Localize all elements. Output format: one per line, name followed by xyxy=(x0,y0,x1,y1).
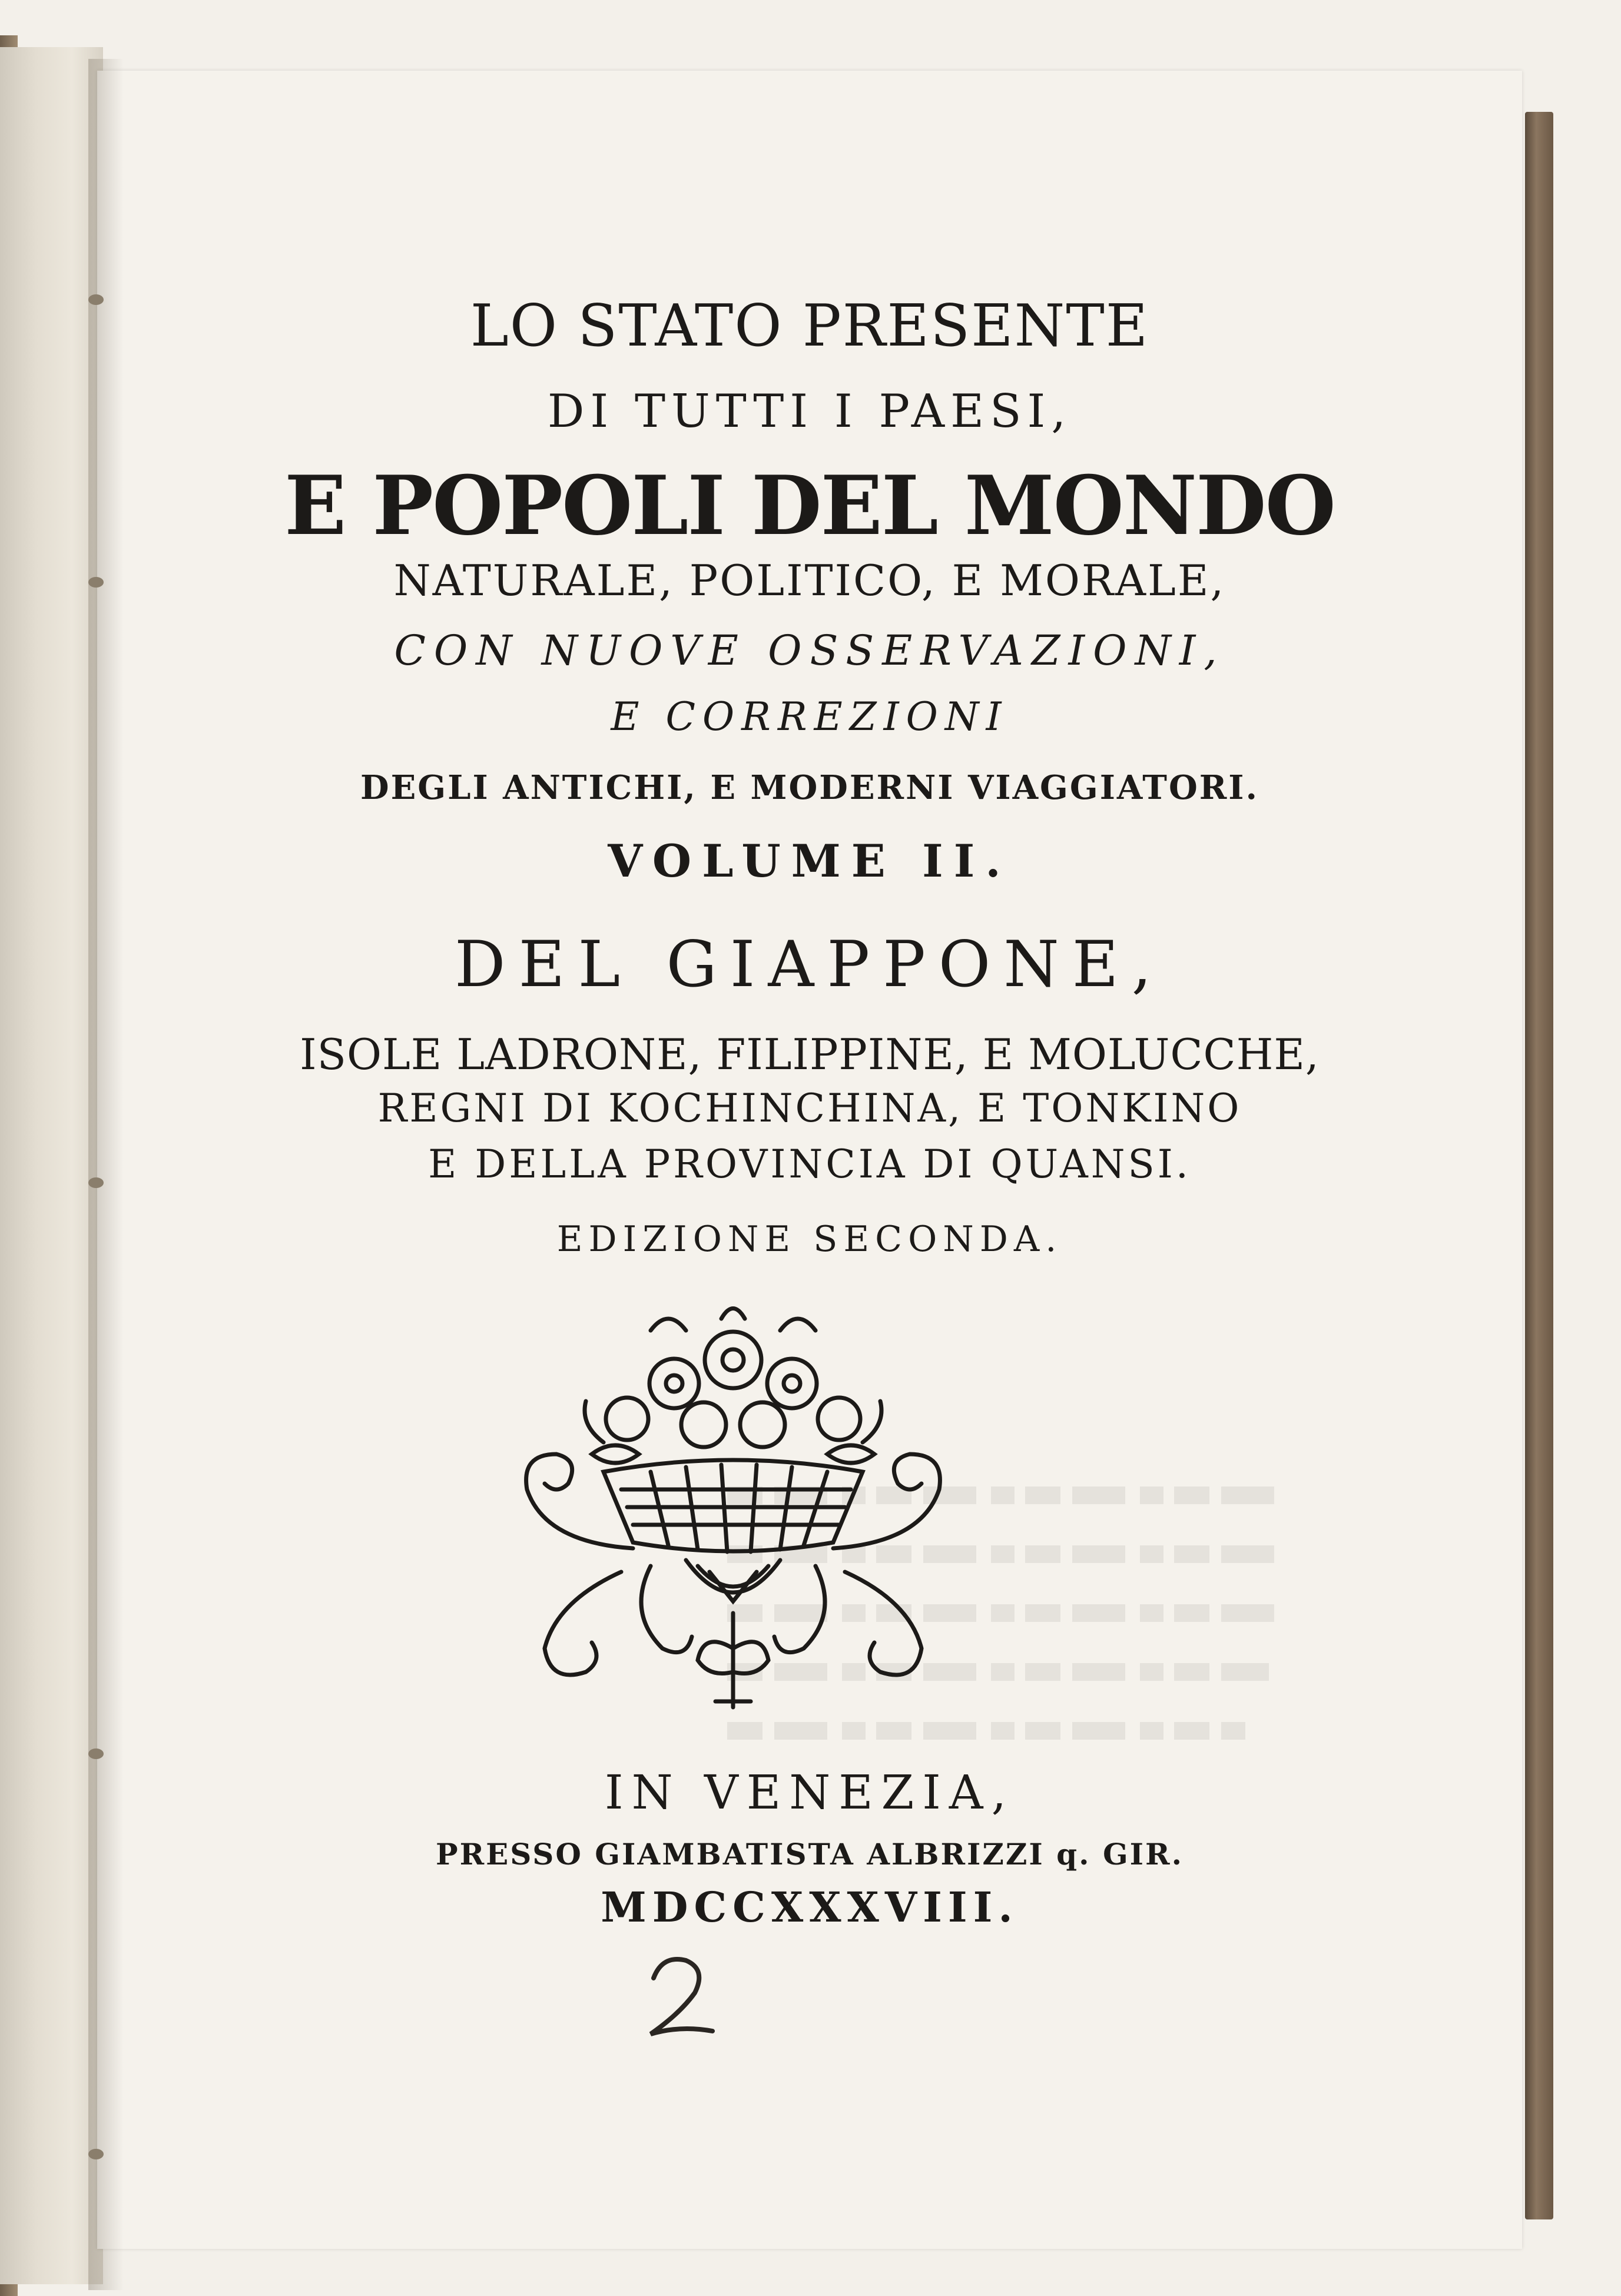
imprint-year: MDCCXXXVIII. xyxy=(601,1883,1019,1932)
flower-basket-ornament-icon xyxy=(474,1295,992,1719)
binding-stitch xyxy=(88,294,104,305)
gutter-shadow xyxy=(88,59,124,2290)
places-line-2: REGNI DI KOCHINCHINA, E TONKINO xyxy=(377,1086,1242,1131)
cover-board-edge xyxy=(1525,112,1553,2219)
title-line-1: LO STATO PRESENTE xyxy=(470,293,1149,360)
binding-stitch xyxy=(88,1748,104,1759)
handwritten-number-2 xyxy=(639,1949,721,2043)
binding-stitch xyxy=(88,577,104,588)
subtitle-line-1: NATURALE, POLITICO, E MORALE, xyxy=(393,556,1226,605)
volume-number: VOLUME II. xyxy=(608,835,1012,887)
title-page xyxy=(97,71,1522,2249)
subtitle-line-3: E CORREZIONI xyxy=(611,694,1009,739)
subtitle-line-2: CON NUOVE OSSERVAZIONI, xyxy=(394,626,1225,675)
subtitle-line-4: DEGLI ANTICHI, E MODERNI VIAGGIATORI. xyxy=(360,768,1259,807)
main-title: E POPOLI DEL MONDO xyxy=(284,457,1335,553)
binding-stitch xyxy=(88,1177,104,1188)
places-line-1: ISOLE LADRONE, FILIPPINE, E MOLUCCHE, xyxy=(300,1030,1320,1079)
imprint-printer: PRESSO GIAMBATISTA ALBRIZZI q. GIR. xyxy=(435,1837,1184,1872)
binding-stitch xyxy=(88,2149,104,2159)
imprint-city: IN VENEZIA, xyxy=(605,1765,1015,1820)
edition: EDIZIONE SECONDA. xyxy=(556,1219,1063,1260)
preceding-leaf xyxy=(0,47,103,2284)
title-line-2: DI TUTTI I PAESI, xyxy=(547,385,1072,438)
volume-subject: DEL GIAPPONE, xyxy=(455,928,1165,1001)
places-line-3: E DELLA PROVINCIA DI QUANSI. xyxy=(428,1142,1191,1187)
